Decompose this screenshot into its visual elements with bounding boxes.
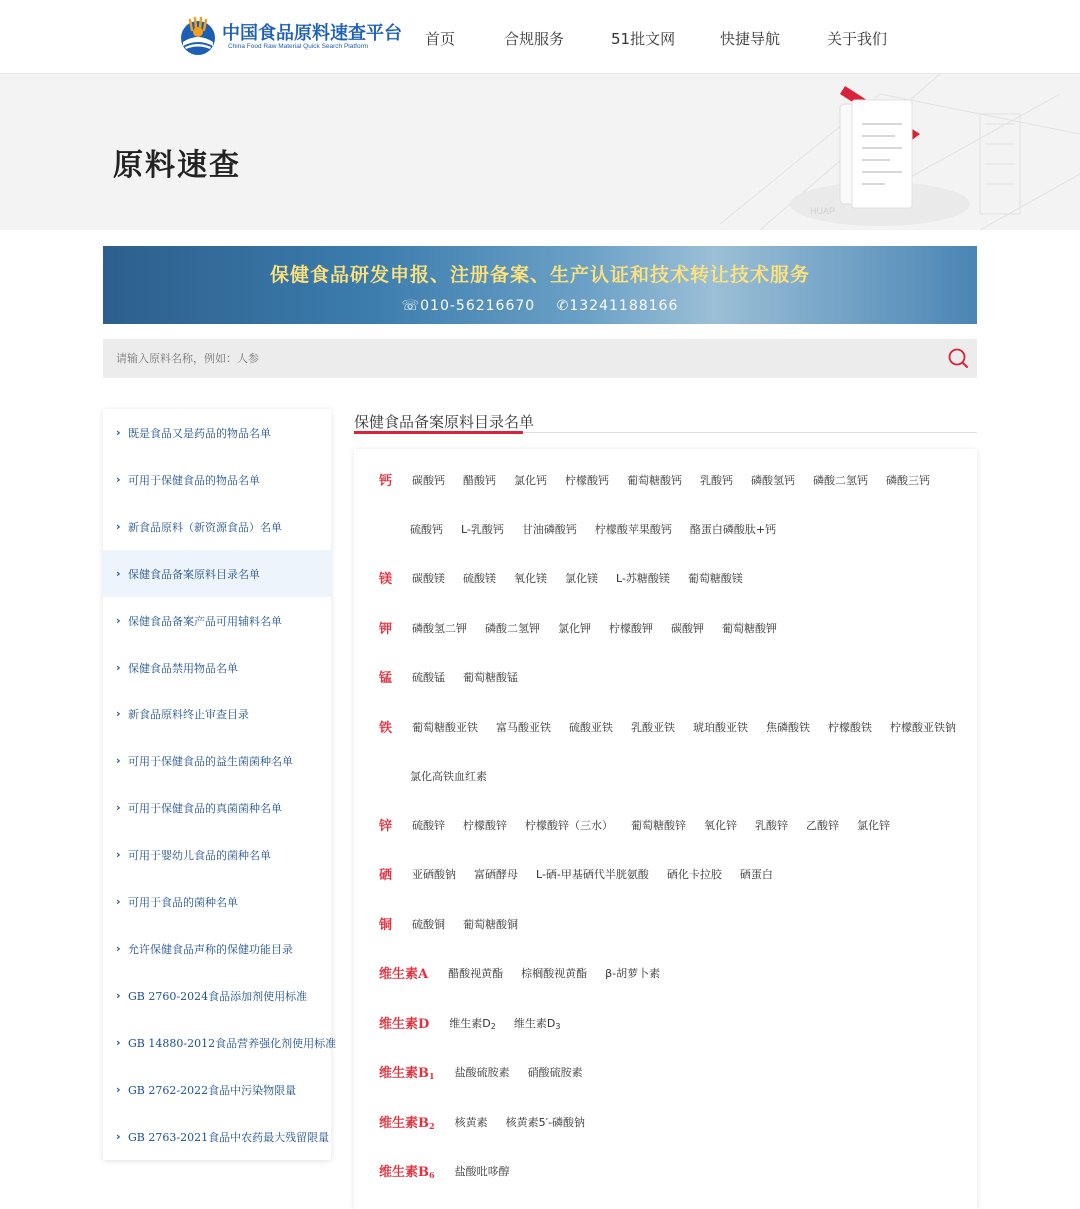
search-icon	[938, 339, 977, 378]
material-item[interactable]: 葡萄糖酸锰	[463, 671, 519, 684]
material-item[interactable]: 硫酸钙	[410, 523, 443, 536]
nav-home[interactable]: 首页	[425, 30, 456, 48]
search-bar	[103, 339, 977, 378]
sidebar-item-label: 新食品原料终止审查目录	[128, 708, 249, 721]
sidebar-item[interactable]	[103, 409, 331, 456]
sidebar-item[interactable]	[103, 597, 331, 644]
material-item[interactable]: 维生素$D_3$	[513, 1017, 561, 1031]
sidebar-item[interactable]	[103, 737, 331, 784]
material-item[interactable]: 核黄素5′-磷酸钠	[505, 1116, 586, 1129]
material-item[interactable]: 硫酸铜	[412, 918, 446, 931]
section-title: 保健食品备案原料目录名单	[354, 413, 535, 431]
category-label: 硒	[379, 868, 393, 883]
search-input[interactable]	[103, 339, 933, 378]
material-item[interactable]: 氯化锌	[857, 819, 891, 832]
sidebar-item[interactable]	[103, 550, 331, 597]
material-item[interactable]: 葡萄糖酸镁	[687, 572, 743, 585]
chevron-right-icon: ›	[116, 1130, 121, 1143]
material-item[interactable]: 盐酸吡哆醇	[454, 1165, 510, 1178]
chevron-right-icon: ›	[116, 895, 121, 908]
material-item[interactable]: 柠檬酸苹果酸钙	[594, 523, 672, 536]
material-item[interactable]: 柠檬酸亚铁钠	[890, 721, 957, 734]
material-item[interactable]: 富马酸亚铁	[496, 721, 552, 734]
material-item[interactable]: 葡萄糖酸钾	[722, 622, 778, 635]
material-item[interactable]: 氧化锌	[704, 819, 738, 832]
page-banner	[0, 74, 1080, 230]
category-label: 维生素D	[379, 1017, 430, 1032]
category-label: 锰	[379, 671, 393, 686]
category-label: 铜	[379, 918, 393, 933]
material-item[interactable]: 硫酸锰	[412, 671, 446, 684]
chevron-right-icon: ›	[116, 614, 121, 627]
nav-quick-nav[interactable]: 快捷导航	[720, 30, 781, 48]
wheat-emblem-icon	[178, 16, 218, 56]
page-title: 原料速查	[113, 148, 241, 183]
sidebar-item-label: GB 2762-2022食品中污染物限量	[128, 1084, 297, 1097]
sidebar-item-label: 保健食品禁用物品名单	[128, 662, 238, 675]
material-item[interactable]: 柠檬酸钾	[609, 622, 654, 635]
material-item[interactable]: 硫酸镁	[463, 572, 497, 585]
raw-material-list-panel	[354, 449, 977, 1209]
chevron-right-icon: ›	[116, 801, 121, 814]
sidebar-item-label: 可用于婴幼儿食品的菌种名单	[128, 849, 271, 862]
material-item[interactable]: 甘油磷酸钙	[521, 523, 577, 536]
ad-phones	[103, 298, 977, 314]
material-item[interactable]: 核黄素	[454, 1116, 488, 1129]
material-item[interactable]: 碳酸镁	[412, 572, 446, 585]
chevron-right-icon: ›	[116, 989, 121, 1002]
sidebar-item-label: 保健食品备案产品可用辅料名单	[128, 615, 282, 628]
sidebar-item[interactable]	[103, 690, 331, 737]
category-label: 维生素$B_1$	[379, 1066, 435, 1081]
sidebar-item-label: GB 2763-2021食品中农药最大残留限量	[128, 1131, 330, 1144]
ad-phone-landline: ☏010-56216670	[401, 298, 536, 314]
category-label: 镁	[379, 572, 393, 587]
chevron-right-icon: ›	[116, 567, 121, 580]
svg-text:HUAP: HUAP	[810, 206, 836, 216]
material-item[interactable]: L-苏糖酸镁	[616, 572, 670, 585]
service-ad-banner[interactable]	[103, 246, 977, 324]
chevron-right-icon: ›	[116, 661, 121, 674]
material-item[interactable]: 碳酸钙	[412, 474, 446, 487]
sidebar-item[interactable]	[103, 456, 331, 503]
material-item[interactable]: 醋酸钙	[463, 474, 497, 487]
category-label: 锌	[379, 819, 393, 834]
sidebar-item-label: 允许保健食品声称的保健功能目录	[128, 943, 293, 956]
site-header	[0, 0, 1080, 74]
category-label: 钙	[379, 474, 393, 489]
category-label: 维生素A	[379, 967, 429, 982]
nav-51pwen[interactable]: 51批文网	[611, 30, 676, 48]
category-label: 维生素$B_6$	[379, 1165, 435, 1180]
chevron-right-icon: ›	[116, 1083, 121, 1096]
chevron-right-icon: ›	[116, 754, 121, 767]
nav-compliance[interactable]: 合规服务	[504, 30, 565, 48]
category-sidebar	[103, 409, 337, 1160]
material-item[interactable]: 葡萄糖酸亚铁	[412, 721, 479, 734]
document-illustration-icon	[680, 74, 1080, 230]
search-button[interactable]	[938, 339, 977, 378]
material-item[interactable]: 磷酸二氢钾	[485, 622, 541, 635]
material-item[interactable]: 磷酸氢钙	[751, 474, 796, 487]
material-item[interactable]: 琥珀酸亚铁	[693, 721, 749, 734]
chevron-right-icon: ›	[116, 848, 121, 861]
sidebar-item[interactable]	[103, 972, 331, 1019]
material-item[interactable]: 焦磷酸铁	[766, 721, 811, 734]
material-item[interactable]: 磷酸三钙	[886, 474, 931, 487]
material-item[interactable]: 乙酸锌	[806, 819, 840, 832]
logo-subtitle: China Food Raw Material Quick Search Platform	[228, 43, 369, 50]
sidebar-item-label: 保健食品备案原料目录名单	[128, 568, 260, 581]
material-item[interactable]: 氯化钙	[514, 474, 548, 487]
chevron-right-icon: ›	[116, 707, 121, 720]
material-item[interactable]: 氯化镁	[565, 572, 599, 585]
sidebar-item-label: 既是食品又是药品的物品名单	[128, 427, 271, 440]
material-item[interactable]: 氯化高铁血红素	[410, 770, 487, 783]
material-item[interactable]: 亚硒酸钠	[412, 868, 457, 881]
material-item[interactable]: 醋酸视黄酯	[448, 967, 504, 980]
sidebar-item[interactable]	[103, 784, 331, 831]
material-item[interactable]: 乳酸钙	[700, 474, 734, 487]
material-item[interactable]: 磷酸二氢钙	[813, 474, 869, 487]
material-item[interactable]: 柠檬酸锌（三水）	[525, 819, 614, 832]
material-item[interactable]: 富硒酵母	[474, 868, 519, 881]
chevron-right-icon: ›	[116, 1036, 121, 1049]
material-item[interactable]: 硝酸硫胺素	[527, 1066, 583, 1079]
sidebar-item-label: GB 14880-2012食品营养强化剂使用标准	[128, 1037, 337, 1050]
material-item[interactable]: 盐酸硫胺素	[454, 1066, 510, 1079]
material-item[interactable]: 磷酸氢二钾	[412, 622, 468, 635]
sidebar-item[interactable]	[103, 878, 331, 925]
material-item[interactable]: β-胡萝卜素	[605, 967, 661, 980]
material-item[interactable]: 柠檬酸锌	[463, 819, 508, 832]
material-item[interactable]: 硫酸锌	[412, 819, 446, 832]
material-item[interactable]: 酪蛋白磷酸肽+钙	[689, 523, 777, 536]
chevron-right-icon: ›	[116, 426, 121, 439]
material-item[interactable]: L-乳酸钙	[461, 523, 504, 536]
material-item[interactable]: 氧化镁	[514, 572, 548, 585]
sidebar-item-label: 新食品原料（新资源食品）名单	[128, 521, 282, 534]
material-item[interactable]: 葡萄糖酸铜	[463, 918, 519, 931]
material-item[interactable]: 棕榈酸视黄酯	[521, 967, 588, 980]
category-label: 铁	[379, 721, 393, 736]
ad-headline: 保健食品研发申报、注册备案、生产认证和技术转让技术服务	[269, 264, 810, 286]
sidebar-item[interactable]	[103, 925, 331, 972]
sidebar-item[interactable]	[103, 1066, 331, 1113]
site-logo[interactable]	[178, 16, 402, 60]
chevron-right-icon: ›	[116, 520, 121, 533]
ad-phone-mobile: ✆13241188166	[556, 298, 679, 314]
sidebar-item[interactable]	[103, 644, 331, 691]
section-title-underline	[354, 431, 523, 434]
material-item[interactable]: 葡萄糖酸锌	[631, 819, 687, 832]
material-item[interactable]: L-硒-甲基硒代半胱氨酸	[536, 868, 649, 881]
material-item[interactable]: 硒化卡拉胶	[666, 868, 722, 881]
material-item[interactable]: 葡萄糖酸钙	[627, 474, 683, 487]
sidebar-item[interactable]	[103, 503, 331, 550]
logo-title: 中国食品原料速查平台	[222, 23, 402, 44]
sidebar-item[interactable]	[103, 1113, 331, 1160]
sidebar-item[interactable]	[103, 831, 331, 878]
sidebar-item-label: 可用于食品的菌种名单	[128, 896, 238, 909]
material-item[interactable]: 氯化钾	[558, 622, 592, 635]
chevron-right-icon: ›	[116, 942, 121, 955]
material-item[interactable]: 乳酸亚铁	[631, 721, 676, 734]
category-label: 钾	[379, 622, 393, 637]
sidebar-item[interactable]	[103, 1019, 337, 1066]
material-item[interactable]: 碳酸钾	[671, 622, 705, 635]
material-item[interactable]: 柠檬酸铁	[828, 721, 873, 734]
sidebar-item-label: 可用于保健食品的益生菌菌种名单	[128, 755, 293, 768]
sidebar-item-label: GB 2760-2024食品添加剂使用标准	[128, 990, 308, 1003]
chevron-right-icon: ›	[116, 473, 121, 486]
sidebar-item-label: 可用于保健食品的真菌菌种名单	[128, 802, 282, 815]
material-item[interactable]: 柠檬酸钙	[565, 474, 610, 487]
nav-about[interactable]: 关于我们	[827, 30, 888, 48]
material-item[interactable]: 乳酸锌	[755, 819, 789, 832]
material-item[interactable]: 维生素$D_2$	[449, 1017, 496, 1031]
material-item[interactable]: 硒蛋白	[739, 868, 773, 881]
material-item[interactable]: 硫酸亚铁	[569, 721, 614, 734]
category-label: 维生素$B_2$	[379, 1116, 435, 1131]
sidebar-item-label: 可用于保健食品的物品名单	[128, 474, 260, 487]
